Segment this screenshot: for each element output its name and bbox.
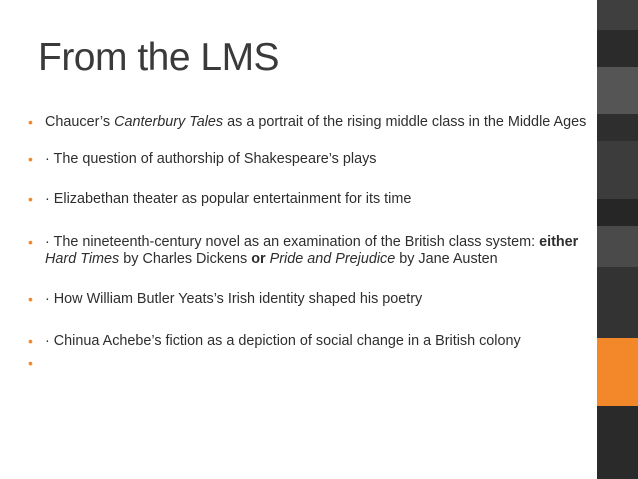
text-run: by Charles Dickens	[119, 251, 252, 267]
text-run: Chaucer’s	[45, 114, 115, 130]
bullet-text	[45, 234, 578, 268]
text-run-bold: or	[251, 251, 266, 267]
bullet-item-2	[28, 151, 588, 169]
slide-title: From the LMS	[38, 36, 280, 79]
bullet-text: · Chinua Achebe’s fiction as a depiction of social change in a British colony	[45, 333, 521, 349]
sidebar-block-accent	[597, 338, 638, 406]
bullet-item-3	[28, 191, 588, 209]
bullet-text: · How William Butler Yeats’s Irish identity shaped his poetry	[45, 290, 423, 307]
text-run: as a portrait of the rising middle class in the Middle Ages	[223, 114, 587, 130]
text-run: · The nineteenth-century novel as an examination of the British class system:	[45, 233, 540, 250]
text-run-bold: either	[539, 233, 579, 250]
sidebar-block	[597, 114, 638, 141]
sidebar-block	[597, 30, 638, 67]
text-run-italic: Canterbury Tales	[114, 114, 224, 130]
decorative-sidebar	[597, 0, 638, 479]
bullet-item-6	[28, 333, 588, 351]
bullet-text: · The question of authorship of Shakespeare’s plays	[45, 150, 377, 167]
sidebar-block	[597, 0, 638, 30]
bullet-icon: •	[28, 233, 33, 250]
bullet-list	[28, 114, 588, 372]
sidebar-block	[597, 199, 638, 226]
sidebar-block	[597, 267, 638, 338]
bullet-text	[45, 114, 586, 130]
bullet-icon: •	[28, 191, 33, 207]
text-run-italic: Hard Times	[45, 251, 120, 267]
sidebar-block	[597, 141, 638, 199]
bullet-icon: •	[28, 354, 33, 371]
sidebar-block	[597, 226, 638, 267]
text-run: by Jane Austen	[395, 251, 498, 267]
bullet-icon: •	[28, 290, 33, 307]
text-run-italic: Pride and Prejudice	[269, 251, 396, 267]
bullet-item-7	[28, 355, 588, 373]
bullet-text	[45, 355, 49, 371]
bullet-item-5	[28, 291, 588, 309]
bullet-text: · Elizabethan theater as popular entertainment for its time	[45, 191, 412, 207]
bullet-icon: •	[28, 333, 33, 349]
sidebar-block	[597, 67, 638, 114]
sidebar-block	[597, 406, 638, 479]
bullet-item-4	[28, 234, 588, 269]
bullet-icon: •	[28, 114, 33, 130]
bullet-icon: •	[28, 150, 33, 167]
bullet-item-1	[28, 114, 588, 132]
